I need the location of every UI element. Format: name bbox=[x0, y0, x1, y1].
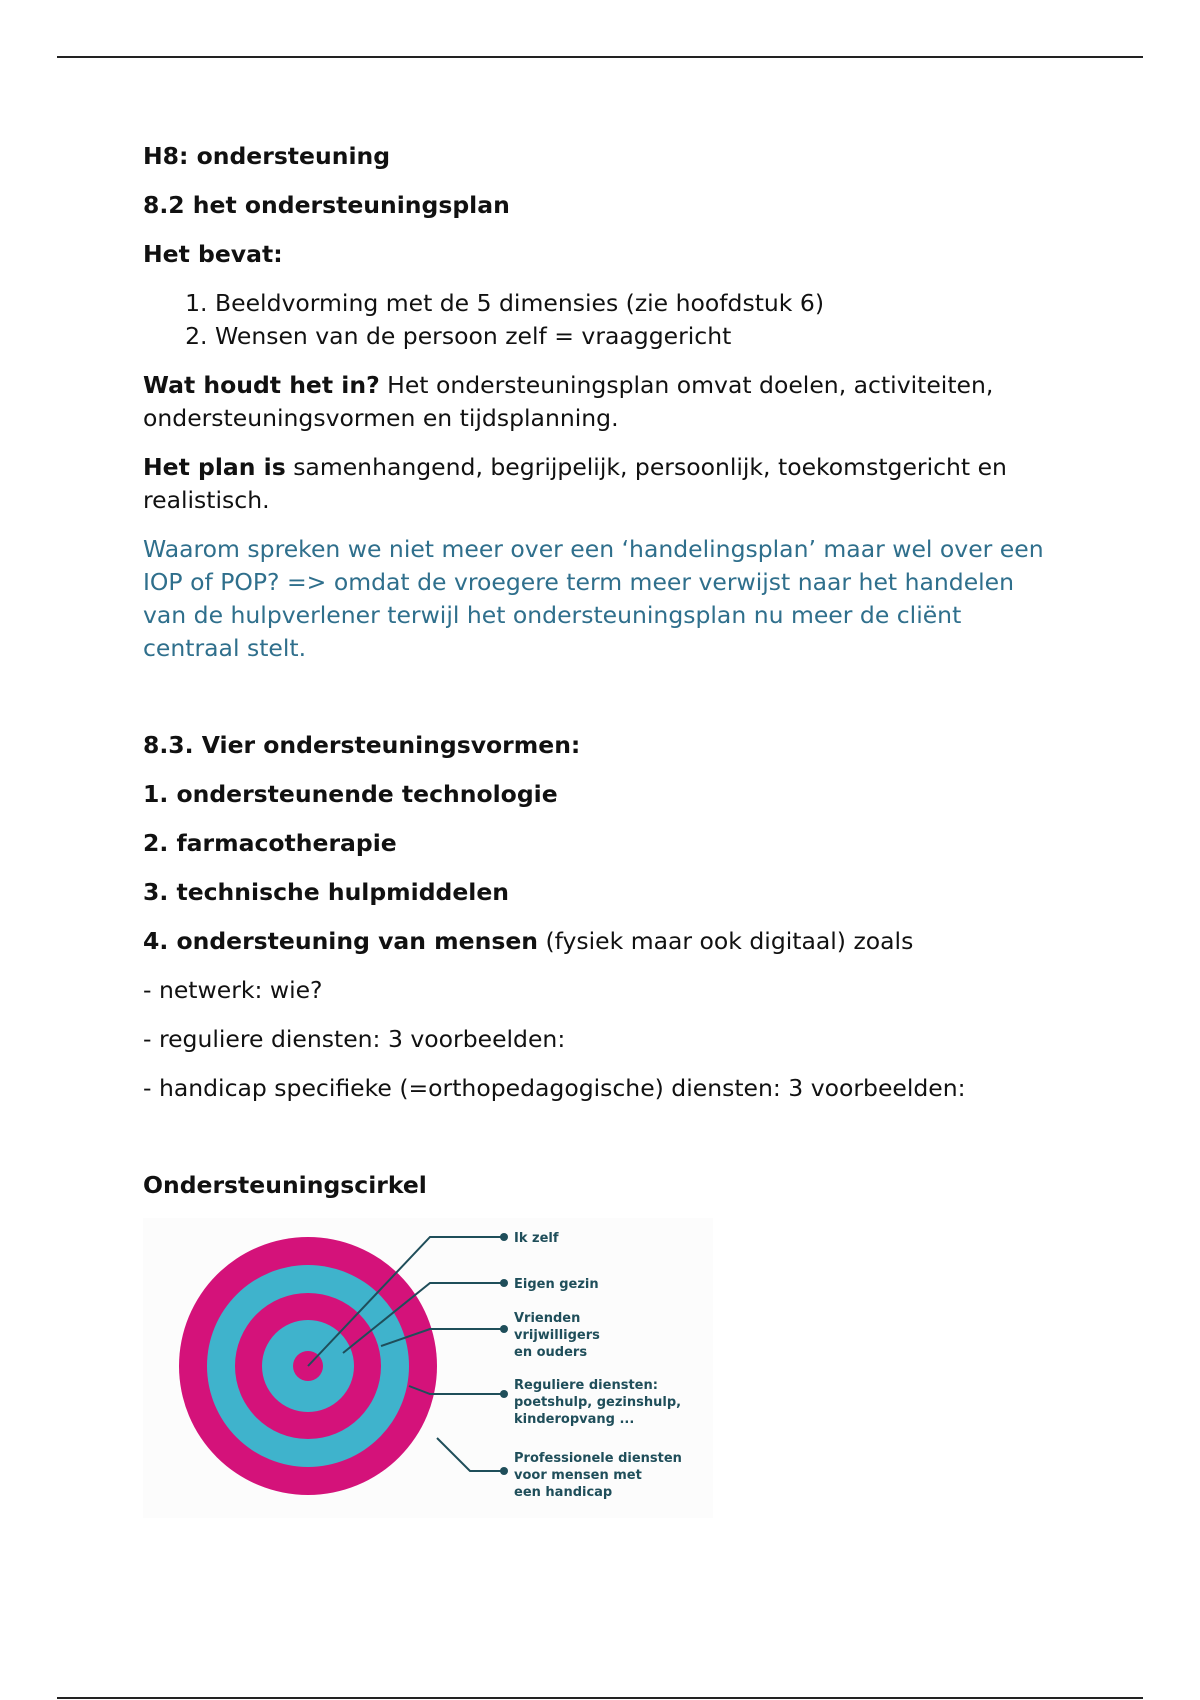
form-item-4 bbox=[143, 925, 1063, 958]
form4-label: 4. ondersteuning van mensen bbox=[143, 927, 538, 955]
what-paragraph bbox=[143, 369, 1063, 435]
support-circle-diagram bbox=[143, 1218, 713, 1518]
label-vrienden: vrijwilligers bbox=[514, 1328, 600, 1343]
label-professionele: Professionele diensten bbox=[514, 1451, 682, 1466]
document-body bbox=[143, 140, 1063, 1518]
plan-paragraph bbox=[143, 451, 1063, 517]
label-ik-zelf: Ik zelf bbox=[514, 1231, 559, 1246]
form4-text: (fysiek maar ook digitaal) zoals bbox=[538, 927, 914, 955]
connector-dot bbox=[500, 1467, 508, 1475]
connector-dot bbox=[500, 1233, 508, 1241]
label-reguliere: kinderopvang ... bbox=[514, 1412, 635, 1427]
plan-text: samenhangend, begrijpelijk, persoonlijk, toekomstgericht en realistisch. bbox=[143, 453, 1007, 514]
section-heading-8-3: 8.3. Vier ondersteuningsvormen: bbox=[143, 731, 581, 759]
connector-dot bbox=[500, 1279, 508, 1287]
label-vrienden: Vrienden bbox=[514, 1311, 581, 1326]
bullet-item: - reguliere diensten: 3 voorbeelden: bbox=[143, 1025, 566, 1053]
what-question: Wat houdt het in? bbox=[143, 371, 380, 399]
footer-rule bbox=[57, 1697, 1143, 1699]
contains-label: Het bevat: bbox=[143, 240, 283, 268]
question-paragraph: Waarom spreken we niet meer over een ‘handelingsplan’ maar wel over een IOP of POP? => omdat de vroegere term meer verwijst naar het handelen van de hulpverlener terwijl het ondersteuningsplan nu meer de cliënt centraal stelt. bbox=[143, 535, 1044, 662]
circle-title: Ondersteuningscirkel bbox=[143, 1171, 427, 1199]
list-item: 2. Wensen van de persoon zelf = vraaggericht bbox=[215, 320, 1063, 353]
bullet-item: - handicap specifieke (=orthopedagogische) diensten: 3 voorbeelden: bbox=[143, 1074, 966, 1102]
section-heading-8-2: 8.2 het ondersteuningsplan bbox=[143, 191, 510, 219]
form-item: 2. farmacotherapie bbox=[143, 829, 397, 857]
label-vrienden: en ouders bbox=[514, 1345, 588, 1360]
what-answer: Het ondersteuningsplan omvat doelen, activiteiten, ondersteuningsvormen en tijdsplanning. bbox=[143, 371, 994, 432]
list-item: 1. Beeldvorming met de 5 dimensies (zie hoofdstuk 6) bbox=[215, 287, 1063, 320]
header-rule bbox=[57, 56, 1143, 58]
form-item: 1. ondersteunende technologie bbox=[143, 780, 558, 808]
bullet-item: - netwerk: wie? bbox=[143, 976, 323, 1004]
label-reguliere: Reguliere diensten: bbox=[514, 1378, 658, 1393]
label-reguliere: poetshulp, gezinshulp, bbox=[514, 1395, 682, 1410]
connector-dot bbox=[500, 1390, 508, 1398]
connector-dot bbox=[500, 1325, 508, 1333]
plan-label: Het plan is bbox=[143, 453, 286, 481]
form-item: 3. technische hulpmiddelen bbox=[143, 878, 510, 906]
contains-list bbox=[143, 287, 1063, 353]
label-professionele: een handicap bbox=[514, 1485, 613, 1500]
label-eigen-gezin: Eigen gezin bbox=[514, 1277, 599, 1292]
chapter-heading: H8: ondersteuning bbox=[143, 142, 391, 170]
label-professionele: voor mensen met bbox=[514, 1468, 642, 1483]
